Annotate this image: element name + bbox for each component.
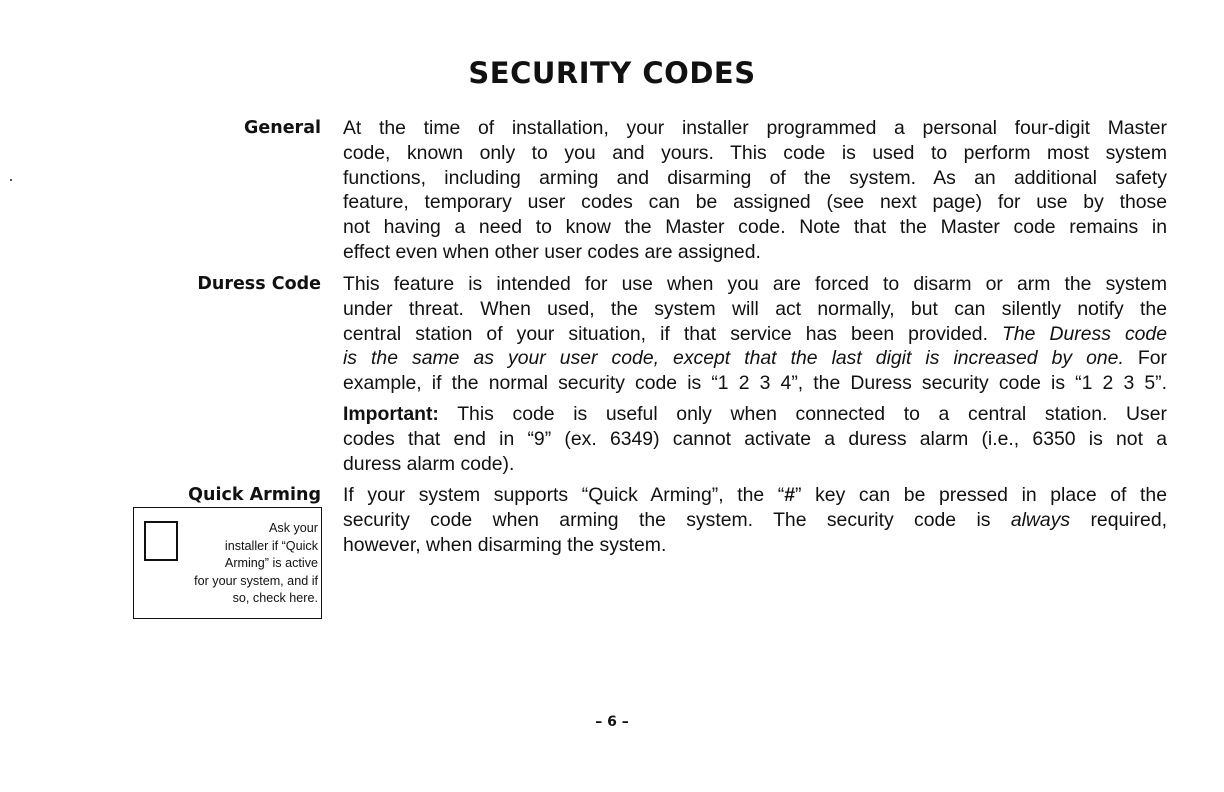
general-line: not having a need to know the Master code. Note that the Master code remains in	[343, 216, 1167, 239]
quick-arming-text: security code when arming the system. The security code is	[343, 508, 1011, 531]
duress-italic-text: is the same as your user code, except that the last digit is increased by one.	[343, 347, 1124, 370]
duress-example-line: example, if the normal security code is “1 2 3 4”, the Duress security code is “1 2 3 5”.	[343, 372, 1167, 395]
duress-line: under threat. When used, the system will act normally, but can silently notify the	[343, 297, 1167, 320]
page-number: – 6 –	[595, 714, 629, 730]
quick-arming-line	[343, 483, 1167, 508]
general-line: feature, temporary user codes can be assigned (see next page) for use by those	[343, 191, 1167, 214]
duress-paragraph	[343, 272, 1167, 396]
quick-arming-text: If your system supports “Quick Arming”, the “	[343, 484, 785, 506]
duress-line: This feature is intended for use when you are forced to disarm or arm the system	[343, 273, 1167, 295]
important-paragraph	[343, 402, 1167, 476]
important-line: codes that end in “9” (ex. 6349) cannot activate a duress alarm (i.e., 6350 is not a	[343, 427, 1167, 450]
important-line: duress alarm code).	[343, 452, 515, 475]
note-line: so, check here.	[232, 591, 318, 606]
page-title: SECURITY CODES	[468, 56, 756, 90]
important-label: Important:	[343, 403, 439, 425]
note-line: Arming” is active	[224, 556, 318, 571]
duress-line	[343, 322, 1167, 347]
duress-line-text: For	[1123, 347, 1167, 370]
general-paragraph	[343, 116, 1167, 265]
duress-italic-text: The Duress code	[1002, 322, 1167, 345]
note-text	[194, 520, 318, 608]
quick-arming-note-box	[133, 507, 322, 619]
duress-line-text: central station of your situation, if that service has been provided.	[343, 322, 1003, 345]
quick-arming-paragraph	[343, 483, 1167, 557]
section-label-general: General	[244, 118, 321, 138]
duress-line	[343, 346, 1167, 371]
general-line: functions, including arming and disarming of the system. As an additional safety	[343, 166, 1167, 189]
section-label-quick-arming: Quick Arming	[188, 485, 321, 505]
general-line: code, known only to you and yours. This code is used to perform most system	[343, 141, 1167, 164]
important-text: This code is useful only when connected to a central station. User	[438, 403, 1167, 425]
general-line: At the time of installation, your installer programmed a personal four-digit Master	[343, 117, 1167, 139]
general-line: effect even when other user codes are assigned.	[343, 240, 761, 263]
scan-speck	[10, 179, 12, 181]
section-label-duress-code: Duress Code	[197, 274, 321, 294]
pound-key-text: #	[784, 484, 796, 506]
note-line: Ask your	[269, 521, 318, 535]
quick-arming-text: required,	[1070, 508, 1168, 531]
quick-arming-text: ” key can be pressed in place of the	[795, 484, 1167, 506]
always-italic-text: always	[1010, 508, 1071, 531]
quick-arming-checkbox[interactable]	[144, 521, 178, 561]
note-line: installer if “Quick	[224, 538, 318, 553]
quick-arming-line	[343, 508, 1167, 533]
important-line	[343, 402, 1167, 427]
quick-arming-line: however, when disarming the system.	[343, 533, 667, 556]
note-line: for your system, and if	[194, 573, 318, 588]
